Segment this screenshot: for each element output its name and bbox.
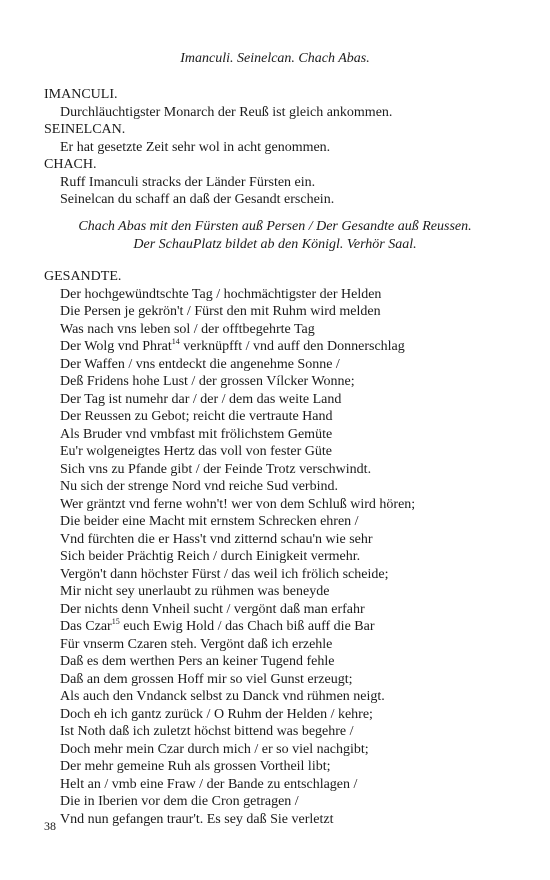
- verse-text: Nu sich der strenge Nord vnd reiche Sud verbind.: [60, 479, 338, 494]
- speaker-name: CHACH.: [44, 157, 97, 172]
- opening-dialogue: [44, 86, 514, 209]
- verse-line: [44, 741, 514, 759]
- verse-text: Daß es dem werthen Pers an keiner Tugend fehle: [60, 654, 335, 669]
- verse-line: Ruff Imanculi stracks der Länder Fürsten ein.: [60, 174, 316, 190]
- verse-line: [44, 653, 514, 671]
- verse-line: [44, 811, 514, 829]
- verse-text: Der Tag ist numehr dar / der / dem das weite Land: [60, 391, 342, 407]
- verse-line: [44, 618, 514, 636]
- verse-line: [44, 513, 514, 531]
- verse-line: [44, 373, 514, 391]
- verse-line: Seinelcan du schaff an daß der Gesandt erschein.: [60, 192, 335, 207]
- verse-text: Der nichts denn Vnheil sucht / vergönt daß man erfahr: [60, 601, 365, 617]
- verse-text: Der mehr gemeine Ruh als grossen Vortheil libt;: [60, 759, 331, 774]
- verse-text: Die in Iberien vor dem die Cron getragen /: [60, 794, 299, 809]
- verse-text: Der hochgewündtschte Tag / hochmächtigster der Helden: [60, 286, 382, 302]
- verse-line: [44, 443, 514, 461]
- verse-text: Eu'r wolgeneigtes Hertz das voll von fester Güte: [60, 444, 332, 459]
- verse-line: Er hat gesetzte Zeit sehr wol in acht genommen.: [60, 139, 331, 155]
- verse-text: Sich vns zu Pfande gibt / der Feinde Trotz verschwindt.: [60, 461, 372, 477]
- verse-text: Mir nicht sey unerlaubt zu rühmen was beneyde: [60, 584, 330, 599]
- verse-text: Als auch den Vndanck selbst zu Danck vnd rühmen neigt.: [60, 689, 385, 704]
- verse-text: Sich beider Prächtig Reich / durch Einigkeit vermehr.: [60, 549, 361, 564]
- verse-line: [44, 601, 514, 619]
- verse-line: [44, 321, 514, 339]
- verse-text: Vnd nun gefangen traur't. Es sey daß Sie verletzt: [60, 811, 334, 827]
- page-number: 38: [44, 819, 56, 833]
- verse-text: Für vnserm Czaren steh. Vergönt daß ich erzehle: [60, 636, 333, 652]
- verse-text: Das Czar: [60, 619, 112, 634]
- verse-text: Die beider eine Macht mit ernstem Schrecken ehren /: [60, 514, 359, 529]
- verse-text: Daß an dem grossen Hoff mir so viel Gunst erzeugt;: [60, 671, 353, 687]
- stage-direction-line: Chach Abas mit den Fürsten auß Persen / Der Gesandte auß Reussen.: [78, 219, 472, 234]
- verse-line: [44, 496, 514, 514]
- verse-line: [44, 531, 514, 549]
- verse-text-continued: euch Ewig Hold / das Chach biß auff die Bar: [119, 619, 375, 634]
- verse-line: [44, 338, 514, 356]
- verse-line: [44, 776, 514, 794]
- verse-text-continued: verknüpfft / vnd auff den Donnerschlag: [179, 339, 405, 354]
- verse-line: [44, 391, 514, 409]
- verse-text: Wer gräntzt vnd ferne wohn't! wer von dem Schluß wird hören;: [60, 496, 416, 512]
- speech-lines: [44, 286, 514, 829]
- speaker-name: SEINELCAN.: [44, 122, 126, 137]
- verse-text: Vergön't dann höchster Fürst / das weil ich frölich scheide;: [60, 566, 389, 582]
- verse-line: [44, 723, 514, 741]
- footnote-marker: 14: [171, 337, 180, 346]
- verse-text: Doch eh ich gantz zurück / O Ruhm der Helden / kehre;: [60, 706, 373, 722]
- envoy-speech: [44, 268, 514, 828]
- verse-line: [44, 426, 514, 444]
- verse-text: Deß Fridens hohe Lust / der grossen Vílcker Wonne;: [60, 374, 355, 389]
- scene-heading: Imanculi. Seinelcan. Chach Abas.: [180, 51, 370, 66]
- verse-text: Als Bruder vnd vmbfast mit frölichstem Gemüte: [60, 426, 333, 442]
- verse-line: [44, 793, 514, 811]
- verse-line: Durchläuchtigster Monarch der Reuß ist gleich ankommen.: [60, 104, 393, 120]
- verse-line: [44, 286, 514, 304]
- verse-text: Der Wolg vnd Phrat: [60, 339, 172, 354]
- verse-line: [44, 408, 514, 426]
- verse-text: Die Persen je gekrön't / Fürst den mit Ruhm wird melden: [60, 304, 381, 319]
- verse-line: [44, 583, 514, 601]
- verse-text: Der Waffen / vns entdeckt die angenehme Sonne /: [60, 356, 340, 372]
- verse-line: [44, 758, 514, 776]
- verse-line: [44, 303, 514, 321]
- stage-direction-line: Der SchauPlatz bildet ab den Königl. Verhör Saal.: [133, 237, 417, 252]
- speaker-name: GESANDTE.: [44, 269, 122, 284]
- verse-line: [44, 636, 514, 654]
- verse-line: [44, 356, 514, 374]
- verse-text: Doch mehr mein Czar durch mich / er so viel nachgibt;: [60, 741, 369, 757]
- verse-line: [44, 671, 514, 689]
- verse-text: Ist Noth daß ich zuletzt höchst bittend was begehre /: [60, 724, 354, 739]
- verse-line: [44, 461, 514, 479]
- verse-text: Helt an / vmb eine Fraw / der Bande zu entschlagen /: [60, 776, 358, 792]
- footnote-marker: 15: [111, 617, 120, 626]
- verse-text: Der Reussen zu Gebot; reicht die vertraute Hand: [60, 409, 333, 424]
- verse-text: Was nach vns leben sol / der offtbegehrte Tag: [60, 321, 315, 337]
- verse-line: [44, 566, 514, 584]
- verse-text: Vnd fürchten die er Hass't vnd zitternd schau'n wie sehr: [60, 531, 373, 547]
- speaker-name: IMANCULI.: [44, 87, 118, 102]
- stage-direction: [44, 218, 506, 254]
- verse-line: [44, 548, 514, 566]
- verse-line: [44, 478, 514, 496]
- verse-line: [44, 688, 514, 706]
- verse-line: [44, 706, 514, 724]
